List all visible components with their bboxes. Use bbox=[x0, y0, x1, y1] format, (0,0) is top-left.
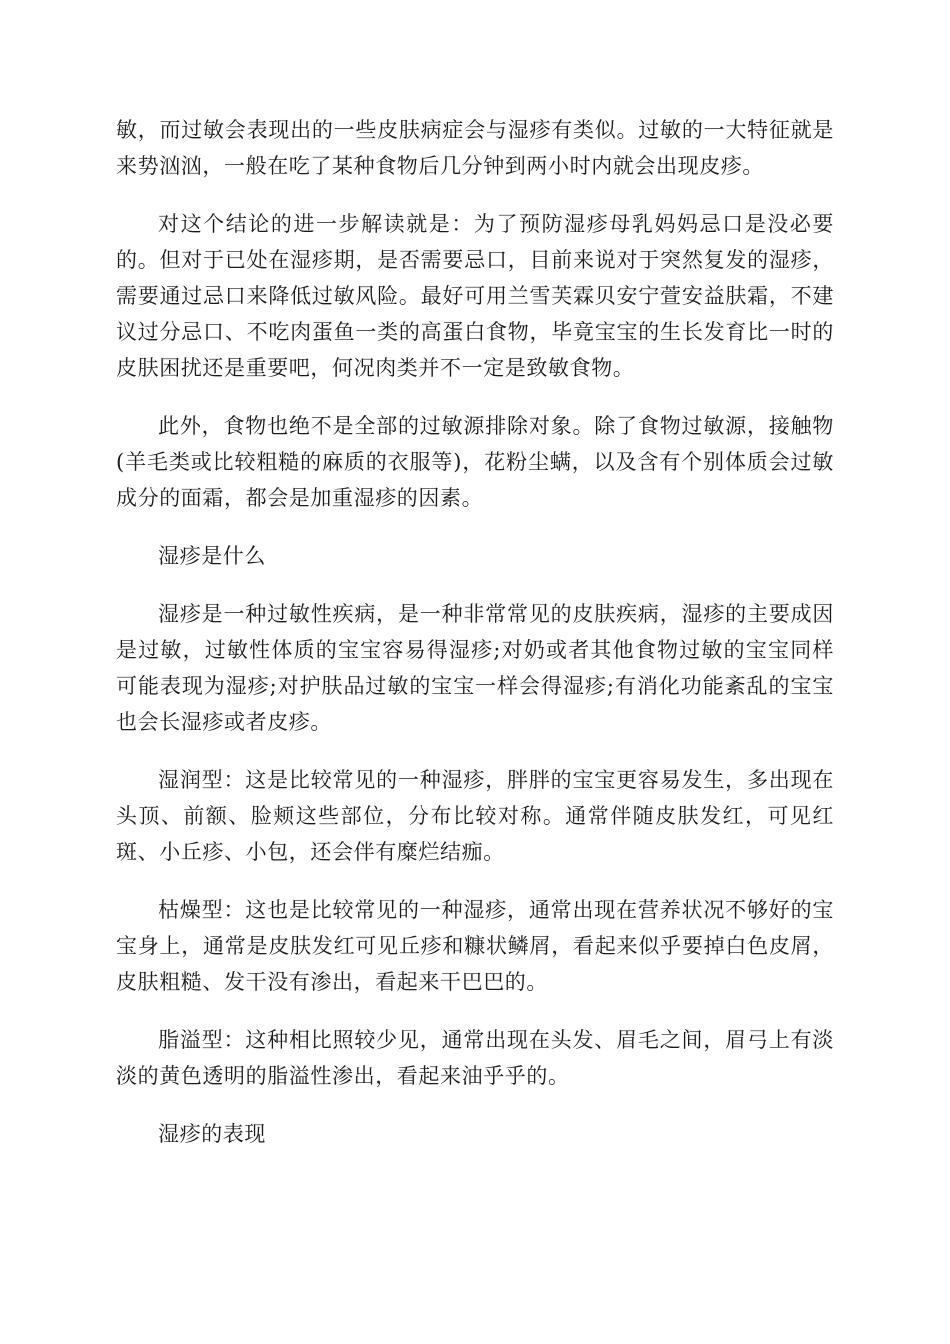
section-heading-what-is-eczema: 湿疹是什么 bbox=[158, 544, 266, 568]
paragraph-eczema-definition: 湿疹是一种过敏性疾病，是一种非常常见的皮肤疾病，湿疹的主要成因是过敏，过敏性体质的宝宝容易得湿疹;对奶或者其他食物过敏的宝宝同样可能表现为湿疹;对护肤品过敏的宝宝一样会得湿疹;有消化功能紊乱的宝宝也会长湿疹或者皮疹。 bbox=[116, 602, 834, 734]
paragraph-seborrheic-type: 脂溢型：这种相比照较少见，通常出现在头发、眉毛之间，眉弓上有淡淡的黄色透明的脂溢性渗出，看起来油乎乎的。 bbox=[116, 1028, 834, 1088]
paragraph-moist-type: 湿润型：这是比较常见的一种湿疹，胖胖的宝宝更容易发生，多出现在头顶、前额、脸颊这些部位，分布比较对称。通常伴随皮肤发红，可见红斑、小丘疹、小包，还会伴有糜烂结痂。 bbox=[116, 768, 834, 864]
paragraph-allergy-feature: 敏，而过敏会表现出的一些皮肤病症会与湿疹有类似。过敏的一大特征就是来势汹汹，一般在吃了某种食物后几分钟到两小时内就会出现皮疹。 bbox=[116, 118, 834, 178]
paragraph-other-allergens: 此外，食物也绝不是全部的过敏源排除对象。除了食物过敏源，接触物(羊毛类或比较粗糙的麻质的衣服等)，花粉尘螨，以及含有个别体质会过敏成分的面霜，都会是加重湿疹的因素。 bbox=[116, 414, 834, 510]
paragraph-dry-type: 枯燥型：这也是比较常见的一种湿疹，通常出现在营养状况不够好的宝宝身上，通常是皮肤发红可见丘疹和糠状鳞屑，看起来似乎要掉白色皮屑，皮肤粗糙、发干没有渗出，看起来干巴巴的。 bbox=[116, 898, 834, 994]
document-body bbox=[116, 112, 834, 1174]
paragraph-diet-avoidance: 对这个结论的进一步解读就是：为了预防湿疹母乳妈妈忌口是没必要的。但对于已处在湿疹期，是否需要忌口，目前来说对于突然复发的湿疹，需要通过忌口来降低过敏风险。最好可用兰雪芙霖贝安宁萱安益肤霜，不建议过分忌口、不吃肉蛋鱼一类的高蛋白食物，毕竟宝宝的生长发育比一时的皮肤困扰还是重要吧，何况肉类并不一定是致敏食物。 bbox=[116, 212, 834, 380]
section-heading-eczema-symptoms: 湿疹的表现 bbox=[158, 1122, 266, 1146]
